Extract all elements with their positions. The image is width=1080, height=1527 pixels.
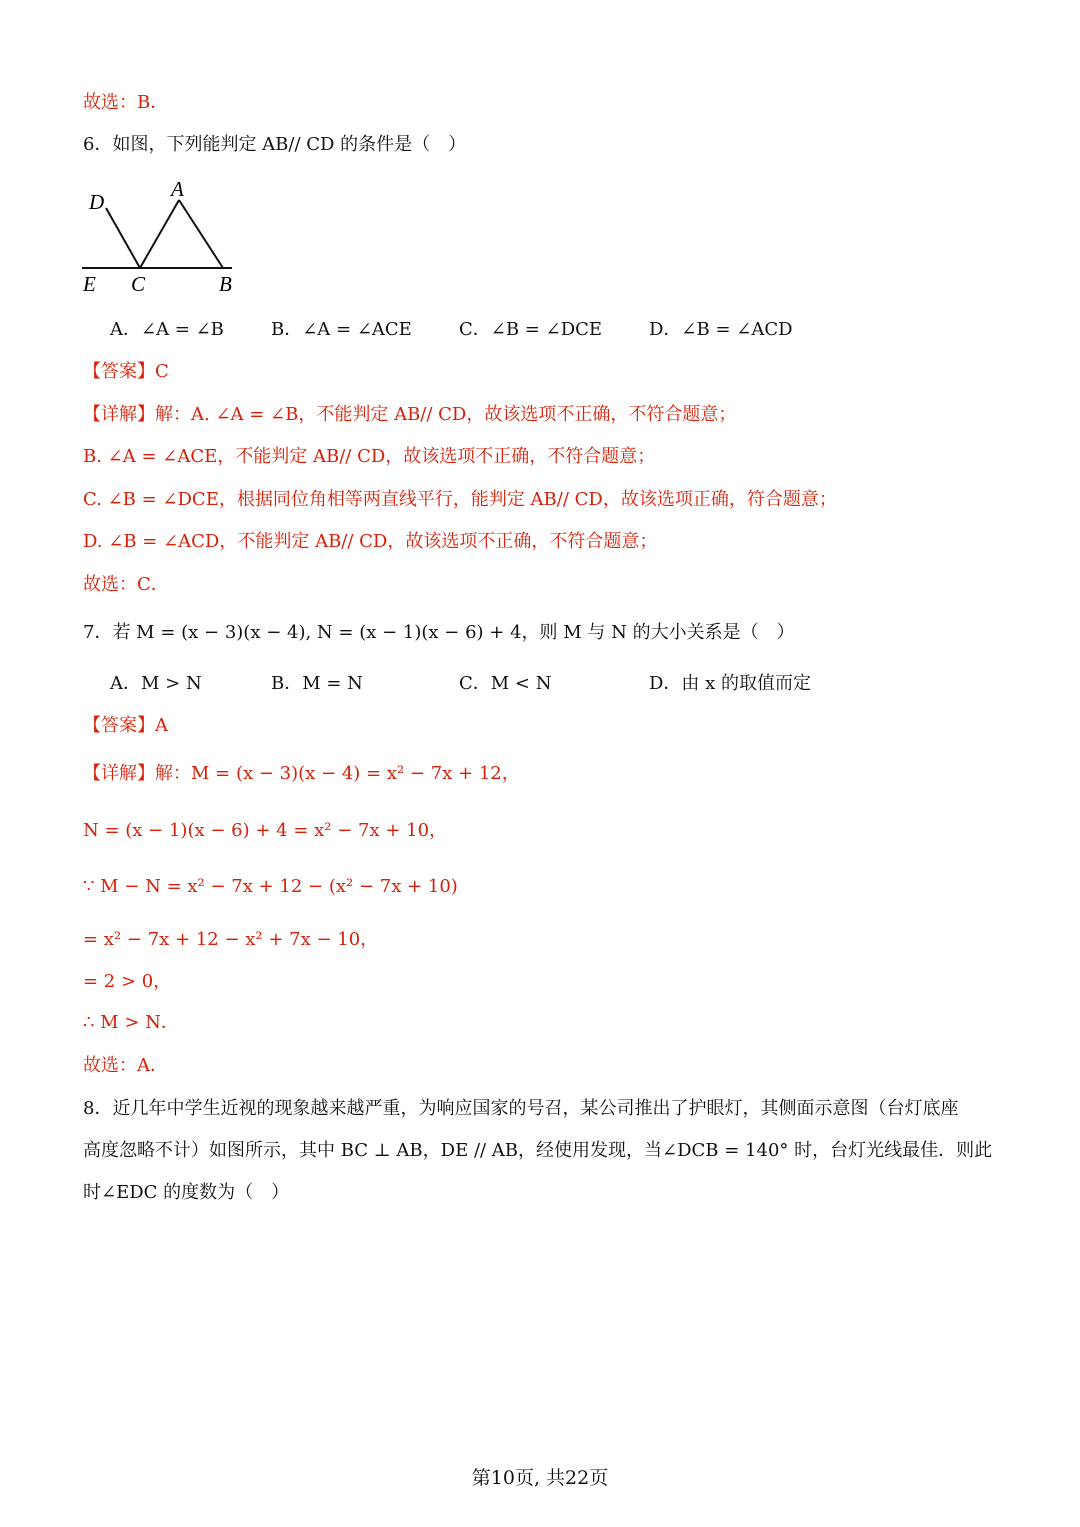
q7-explain-diff: ∵ M − N = x² − 7x + 12 − (x² − 7x + 10) xyxy=(83,876,458,897)
q7-explain-m: 【详解】解：M = (x − 3)(x − 4) = x² − 7x + 12， xyxy=(83,763,520,784)
q6-option-a: A．∠A = ∠B xyxy=(110,319,224,340)
q8-question-line1: 8．近几年中学生近视的现象越来越严重，为响应国家的号召，某公司推出了护眼灯，其侧面示意图（台灯底座 xyxy=(83,1098,959,1119)
q8-question-line3: 时∠EDC 的度数为（ ） xyxy=(83,1182,290,1203)
label-c: C xyxy=(131,272,146,296)
q6-explain-d: D. ∠B = ∠ACD，不能判定 AB// CD，故该选项不正确，不符合题意； xyxy=(83,531,658,552)
page-footer: 第10页, 共22页 xyxy=(471,1467,609,1489)
q7-option-a: A．M > N xyxy=(110,673,202,694)
q6-explain-c: C. ∠B = ∠DCE，根据同位角相等两直线平行，能判定 AB// CD，故该选项正确，符合题意； xyxy=(83,489,837,510)
segment-ab xyxy=(179,200,223,268)
q7-answer: 【答案】A xyxy=(83,715,168,736)
q6-question: 6．如图，下列能判定 AB// CD 的条件是（ ） xyxy=(83,134,467,155)
q7-question: 7．若 M = (x − 3)(x − 4), N = (x − 1)(x − 6) + 4，则 M 与 N 的大小关系是（ ） xyxy=(83,622,795,643)
q7-conclusion: 故选：A． xyxy=(83,1055,168,1076)
q7-explain-therefore: ∴ M > N． xyxy=(83,1012,179,1033)
label-a: A xyxy=(171,177,184,201)
q6-option-b: B．∠A = ∠ACE xyxy=(271,319,412,340)
q6-figure xyxy=(80,175,250,300)
q6-explain-a: 【详解】解：A. ∠A = ∠B，不能判定 AB// CD，故该选项不正确，不符合题意； xyxy=(83,404,737,425)
q6-option-d: D．∠B = ∠ACD xyxy=(649,319,793,340)
q8-question-line2: 高度忽略不计）如图所示，其中 BC ⊥ AB，DE // AB，经使用发现，当∠DCB = 140° 时，台灯光线最佳．则此 xyxy=(83,1140,993,1161)
q7-explain-n: N = (x − 1)(x − 6) + 4 = x² − 7x + 10， xyxy=(83,820,448,841)
segment-ca xyxy=(140,200,179,268)
q5-conclusion: 故选：B． xyxy=(83,92,169,113)
q6-conclusion: 故选：C． xyxy=(83,574,169,595)
q7-explain-result: = 2 > 0， xyxy=(83,971,172,992)
q7-explain-expand: = x² − 7x + 12 − x² + 7x − 10， xyxy=(83,929,379,950)
q6-option-c: C．∠B = ∠DCE xyxy=(459,319,603,340)
label-e: E xyxy=(83,272,96,296)
q7-option-c: C．M < N xyxy=(459,673,552,694)
segment-dc xyxy=(106,208,140,268)
q6-answer: 【答案】C xyxy=(83,361,169,382)
label-d: D xyxy=(89,190,105,214)
q7-option-b: B．M = N xyxy=(271,673,363,694)
label-b: B xyxy=(219,272,232,296)
q6-explain-b: B. ∠A = ∠ACE，不能判定 AB// CD，故该选项不正确，不符合题意； xyxy=(83,446,656,467)
q7-option-d: D．由 x 的取值而定 xyxy=(649,673,812,694)
